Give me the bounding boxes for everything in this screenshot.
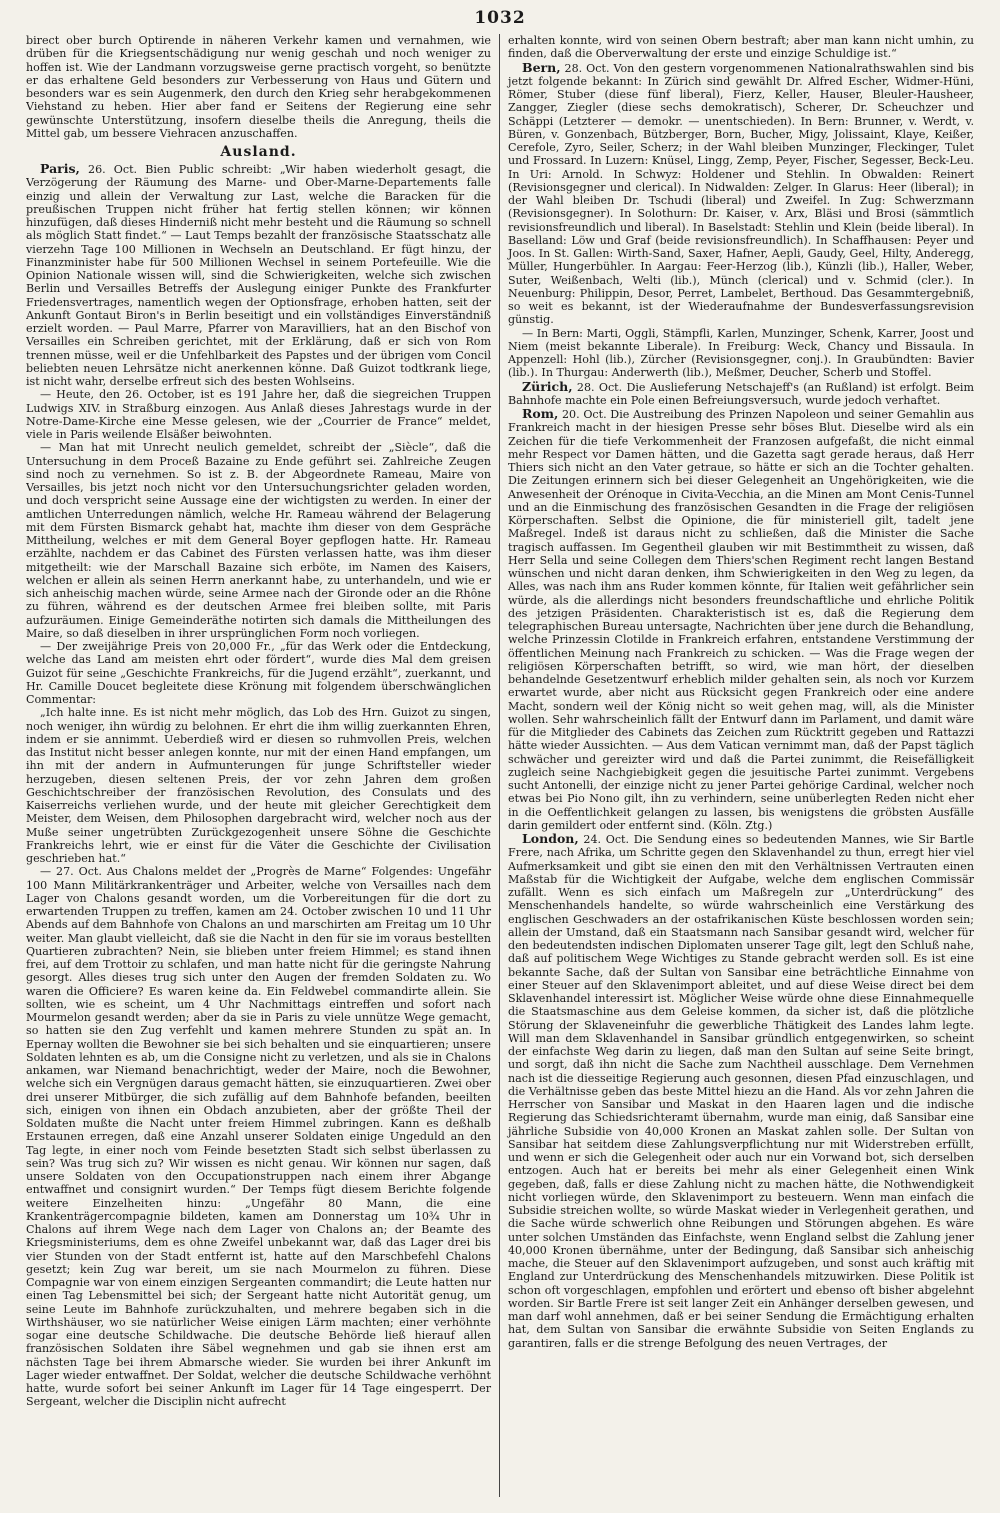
paragraph-doucet-quote: „Ich halte inne. Es ist nicht mehr möglich, das Lob des Hrn. Guizot zu singen, noch weniger, ihn würdig zu belohnen. Er ehrt die ihm willig zuerkannten Ehren, indem er sie annimmt. Ueberdieß wird er diesen so ruhmvollen Preis, welchen das Institut nicht besser anlegen konnte, nur mit der einen Hand empfangen, um ihn mit der andern in Aufmunterungen für junge Schriftsteller wieder herzugeben, diesen seltenen Preis, der vor zehn Jahren dem großen Geschichtschreiber der französischen Revolution, des Consulats und des Kaiserreichs verliehen wurde, und der heute mit gleicher Gerechtigkeit dem Meister, dem Weisen, dem Philosophen dargebracht wird, welcher noch aus der Muße seiner ungetrübten Zurückgezogenheit unsere Söhne die Geschichte Frankreichs lehrt, wie er einst für die Väter die Geschichte der Civilisation geschrieben hat.“ [26, 706, 491, 865]
paragraph-bazaine: — Man hat mit Unrecht neulich gemeldet, schreibt der „Siècle“, daß die Untersuchung in dem Proceß Bazaine zu Ende geführt sei. Zahlreiche Zeugen sind noch zu vernehmen. So ist z. B. der Abgeordnete Rameau, Maire von Versailles, bis jetzt noch nicht vor den Untersuchungsrichter geladen worden, und doch verspricht seine Aussage eine der wichtigsten zu werden. In einer der amtlichen Unterredungen nämlich, welche Hr. Rameau während der Belagerung mit dem Fürsten Bismarck gehabt hat, machte ihm dieser von dem Gespräche Mittheilung, welches er mit dem General Boyer gepflogen hatte. Hr. Rameau erzählte, nachdem er das Cabinet des Fürsten verlassen hatte, was ihm dieser mitgetheilt: wie der Marschall Bazaine sich erböte, im Namen des Kaisers, welchen er allein als seinen Herrn anerkannt habe, zu unterhandeln, und wie er sich anheischig machen würde, seine Armee nach der Gironde oder an die Rhône zu führen, während es der deutschen Armee frei bleiben sollte, mit Paris aufzuräumen. Einige Gemeinderäthe notirten sich damals die Mittheilungen des Maire, so daß dieselben in ihrer ursprünglichen Form noch vorliegen. [26, 441, 491, 640]
dateline-date: 28. Oct. [572, 380, 623, 394]
paragraph-continuation: erhalten konnte, wird von seinen Obern bestraft; aber man kann nicht umhin, zu finden, daß die Oberverwaltung der erste und einzige Schuldige ist.“ [508, 34, 974, 61]
paragraph-guizot-prize: — Der zweijährige Preis von 20,000 Fr., „für das Werk oder die Entdeckung, welche das Land am meisten ehrt oder fördert“, wurde dies Mal dem greisen Guizot für seine „Geschichte Frankreichs, für die Jugend erzählt“, zuerkannt, und Hr. Camille Doucet begleitete diese Krönung mit folgendem überschwänglichen Commentar: [26, 640, 491, 706]
dateline-date: 20. Oct. [558, 408, 607, 421]
article-london [508, 832, 974, 1350]
dateline-place: London, [522, 831, 579, 846]
dateline-place: Bern, [522, 59, 561, 75]
article-body: Die Austreibung des Prinzen Napoleon und seiner Gemahlin aus Frankreich macht in der hiesigen Presse sehr böses Blut. Dieselbe wird als ein Zeichen für die tiefe Verkommenheit der Franzosen aufgefaßt, die nicht einmal mehr Respect vor Damen hätten, und die Gazetta sagt gerade heraus, daß Herr Thiers sich nicht an den Vater getraue, so hätte er sich an die Tochter gehalten. Die Zeitungen erinnern sich bei dieser Gelegenheit an Ungehörigkeiten, wie die Anwesenheit der Orénoque in Civita-Vecchia, an die Minen am Mont Cenis-Tunnel und an die Einmischung des französischen Gesandten in die Frage der religiösen Körperschaften. Selbst die Opinione, die für ministeriell gilt, tadelt jene Maßregel. Indeß ist daraus nicht zu schließen, daß die Minister die Sache tragisch auffassen. Im Gegentheil glauben wir mit Bestimmtheit zu wissen, daß Herr Sella und seine Collegen dem Thiers'schen Regiment recht langen Bestand wünschen und nicht daran denken, ihm Schwierigkeiten in den Weg zu legen, da Alles, was nach ihm ans Ruder kommen könnte, für Italien weit gefährlicher sein würde, als die allerdings nicht besonders freundschaftliche und ehrliche Politik des jetzigen Präsidenten. Charakteristisch ist es, daß die Regierung dem telegraphischen Bureau untersagte, Nachrichten über jene durch die Behandlung, welche Prinzessin Clotilde in Frankreich erfahren, entstandene Verstimmung der öffentlichen Meinung nach Frankreich zu schicken. — Was die Frage wegen der religiösen Körperschaften betrifft, so wird, wie man hört, der dieselben behandelnde Gesetzentwurf erheblich milder gehalten sein, als noch vor Kurzem erwartet wurde, aber nicht aus Rücksicht gegen Frankreich oder eine andere Macht, sondern weil der König nicht so weit gehen mag, will, als die Minister wollen. Sehr wahrscheinlich fällt der Entwurf dann im Parlament, und damit wäre für die Mitglieder des Cabinets das Zeichen zum Rücktritt gegeben und Rattazzi hätte wieder Aussichten. — Aus dem Vatican vernimmt man, daß der Papst täglich schwächer und gereizter wird und daß die Partei zunimmt, die Reisefälligkeit zugleich seine Nachgiebigkeit gegen die jesuitische Partei zunimmt. Vergebens sucht Antonelli, der einzige nicht zu jener Partei gehörige Cardinal, welcher noch etwas bei Pio Nono gilt, ihn zu verhindern, seine unüberlegten Reden nicht eher in die Oeffentlichkeit gelangen zu lassen, bis wenigstens die gröbsten Ausfälle darin gemildert oder entfernt sind. (Köln. Ztg.) [508, 408, 974, 832]
paragraph-bern-elections: — In Bern: Marti, Oggli, Stämpfli, Karlen, Munzinger, Schenk, Karrer, Joost und Niem (meist bekannte Liberale). In Freiburg: Weck, Chancy und Bissaula. In Appenzell: Hohl (lib.), Zürcher (Revisionsgegner, conj.). In Graubündten: Bavier (lib.). In Thurgau: Anderwerth (lib.), Meßmer, Deucher, Scherb und Stoffel. [508, 326, 974, 380]
right-column [500, 34, 974, 1497]
article-body: Bien Public schreibt: „Wir haben wiederholt gesagt, die Verzögerung der Räumung des Marne- und Ober-Marne-Departements falle einzig und allein der Verwaltung zur Last, welche die Baracken für die preußischen Truppen nicht früher hat fertig stellen können; wir können hinzufügen, daß dieses Hinderniß nicht mehr besteht und die Räumung so schnell als möglich Statt findet.“ — Laut Temps bezahlt der französische Staatsschatz alle vierzehn Tage 100 Millionen in Wechseln an Deutschland. Er fügt hinzu, der Finanzminister habe für 500 Millionen Wechsel in seinem Portefeuille. Wie die Opinion Nationale wissen will, sind die Schwierigkeiten, welche sich zwischen Berlin und Versailles Betreffs der Auslegung einiger Punkte des Frankfurter Friedensvertrages, namentlich wegen der Optionsfrage, erhoben hatten, seit der Ankunft Gontaut Biron's in Berlin beseitigt und ein vollständiges Einverständniß erzielt worden. — Paul Marre, Pfarrer von Maravilliers, hat an den Bischof von Versailles ein Schreiben gerichtet, mit der Erklärung, daß er sich von Rom trennen müsse, weil er die Unfehlbarkeit des Papstes und der übrigen vom Concil beliebten neuen Lehrsätze nicht anerkennen könne. Daß Guizot todtkrank liege, ist nicht wahr, derselbe erfreut sich des besten Wohlseins. [26, 163, 492, 388]
dateline-place: Zürich, [522, 378, 573, 394]
dateline-date: 26. Oct. [79, 163, 138, 176]
page-number: 1032 [474, 8, 526, 28]
paragraph-chalons: — 27. Oct. Aus Chalons meldet der „Progrès de Marne“ Folgendes: Ungefähr 100 Mann Militärkrankenträger und Arbeiter, welche von Versailles nach dem Lager von Chalons gesandt worden, um die Vorbereitungen für die dort zu erwartenden Truppen zu treffen, kamen am 24. October zwischen 10 und 11 Uhr Abends auf dem Bahnhofe von Chalons an und marschirten am Freitag um 10 Uhr weiter. Man glaubt vielleicht, daß sie die Nacht in den für sie im voraus bestellten Quartieren zubrachten? Nein, sie blieben unter freiem Himmel; es stand ihnen frei, auf dem Trottoir zu schlafen, und man hatte nicht für die geringste Nahrung gesorgt. Alles dieses trug sich unter den Augen der fremden Soldaten zu. Wo waren die Officiere? Es waren keine da. Ein Feldwebel commandirte allein. Sie sollten, wie es scheint, um 4 Uhr Nachmittags eintreffen und sofort nach Mourmelon gesandt werden; aber da sie in Paris zu viele unnütze Wege gemacht, so hatten sie den Zug verfehlt und kamen mehrere Stunden zu spät an. In Epernay wollten die Bewohner sie bei sich behalten und sie einquartieren; unsere Soldaten lehnten es ab, um die Consigne nicht zu verletzen, und als sie in Chalons ankamen, war Niemand benachrichtigt, weder der Maire, noch die Bewohner, welche sich ein Vergnügen daraus gemacht hätten, sie einzuquartieren. Zwei ober drei unserer Mitbürger, die sich zufällig auf dem Bahnhofe befanden, beeilten sich, einigen von ihnen ein Obdach anzubieten, aber der größte Theil der Soldaten mußte die Nacht unter freiem Himmel zubringen. Kann es deßhalb Erstaunen erregen, daß eine Anzahl unserer Soldaten einige Ungeduld an den Tag legte, in einer noch vom Feinde besetzten Stadt sich selbst überlassen zu sein? Was trug sich zu? Wir wissen es nicht genau. Wir können nur sagen, daß unsere Soldaten von den Occupationstruppen nach einem ihrer Abgange entwaffnet und consignirt wurden.“ Der Temps fügt diesem Berichte folgende weitere Einzelheiten hinzu: „Ungefähr 80 Mann, die eine Krankenträgercompagnie bildeten, kamen am Donnerstag um 10¾ Uhr in Chalons auf ihrem Wege nach dem Lager von Chalons an; der Beamte des Kriegsministeriums, dem es ohne Zweifel unbekannt war, daß das Lager drei bis vier Stunden von der Stadt entfernt ist, hatte auf den Marschbefehl Chalons gesetzt; kein Zug war bereit, um sie nach Mourmelon zu führen. Diese Compagnie war von einem einzigen Sergeanten commandirt; die Leute hatten nur einen Tag Lebensmittel bei sich; der Sergeant hatte nicht Autorität genug, um seine Leute im Bahnhofe zurückzuhalten, und mehrere begaben sich in die Wirthshäuser, wo sie natürlicher Weise einigen Lärm machten; einer verhöhnte sogar eine deutsche Schildwache. Die deutsche Behörde ließ hierauf allen französischen Soldaten ihre Säbel wegnehmen und gab sie ihnen erst am nächsten Tage bei ihrem Abmarsche wieder. Sie wurden bei ihrer Ankunft im Lager wieder entwaffnet. Der Soldat, welcher die deutsche Schildwache verhöhnt hatte, wurde sofort bei seiner Ankunft im Lager für 14 Tage eingesperrt. Der Sergeant, welcher die Disciplin nicht aufrecht [26, 865, 492, 1409]
paragraph-strassburg: — Heute, den 26. October, ist es 191 Jahre her, daß die siegreichen Truppen Ludwigs XIV. in Straßburg einzogen. Aus Anlaß dieses Jahrestags wurde in der Notre-Dame-Kirche eine Messe gelesen, wie der „Courrier de France“ meldet, viele in Paris weilende Elsäßer beiwohnten. [26, 388, 491, 441]
article-paris [26, 162, 491, 388]
article-zuerich [508, 380, 974, 408]
article-rom [508, 407, 974, 832]
article-body: Von den gestern vorgenommenen Nationalrathswahlen sind bis jetzt folgende bekannt: In Zürich sind gewählt Dr. Alfred Escher, Widmer-Hüni, Römer, Stuber (diese fünf liberal), Fierz, Keller, Hauser, Bleuler-Hausheer, Zangger, Ziegler (diese sechs demokratisch), Scherer, Dr. Scheuchzer und Schäppi (Letzterer — demokr. — unentschieden). In Bern: Brunner, v. Werdt, v. Büren, v. Gonzenbach, Bützberger, Born, Bucher, Migy, Jolissaint, Klaye, Keißer, Cerefole, Zyro, Seiler, Scherz; in der Wahl bleiben Munzinger, Fleckinger, Tulet und Frossard. In Luzern: Knüsel, Lingg, Zemp, Peyer, Fischer, Segesser, Beck-Leu. In Uri: Arnold. In Schwyz: Holdener und Stehlin. In Obwalden: Reinert (Revisionsgegner und clerical). In Nidwalden: Zelger. In Glarus: Heer (liberal); in der Wahl bleiben Dr. Tschudi (liberal) und Zweifel. In Zug: Schwerzmann (Revisionsgegner). In Solothurn: Dr. Kaiser, v. Arx, Bläsi und Brosi (sämmtlich revisionsfreundlich und liberal). In Baselstadt: Stehlin und Klein (beide liberal). In Baselland: Löw und Graf (beide revisionsfreundlich). In Schaffhausen: Peyer und Joos. In St. Gallen: Wirth-Sand, Saxer, Hafner, Aepli, Gaudy, Geel, Hilty, Anderegg, Müller, Hungerbühler. In Aargau: Feer-Herzog (lib.), Künzli (lib.), Haller, Weber, Suter, Weißenbach, Welti (lib.), Münch (clerical) und v. Schmid (cler.). In Neuenburg: Philippin, Desor, Perret, Lambelet, Berthoud. Das Gesammtergebniß, so weit es bekannt, ist der Wiederaufnahme der Bundesverfassungsrevision günstig. [508, 61, 974, 327]
article-body: Die Auslieferung Netschajeff's (an Rußland) ist erfolgt. Beim Bahnhofe machte ein Pole einen Befreiungsversuch, wurde jedoch verhaftet. [508, 380, 974, 407]
dateline-place: Paris, [40, 161, 80, 176]
dateline-date: 24. Oct. [578, 833, 630, 846]
article-bern [508, 61, 974, 327]
left-column [26, 34, 500, 1497]
dateline-date: 28. Oct. [560, 61, 610, 75]
section-heading-ausland: Ausland. [220, 144, 297, 160]
dateline-place: Rom, [522, 406, 559, 421]
text-columns [26, 34, 974, 1497]
paragraph-livestock: birect ober burch Optirende in näheren Verkehr kamen und vernahmen, wie drüben für die Kriegsentschädigung nur wenig geschah und noch weniger zu hoffen ist. Wie der Landmann vorzugsweise gerne practisch vorgeht, so benützte er das erhaltene Geld besonders zur Verbesserung von Haus und Gütern und besonders war es sein Augenmerk, den durch den Krieg sehr herabgekommenen Viehstand zu heben. Hier aber fand er Seitens der Regierung eine sehr gewünschte Unterstützung, insofern dieselbe theils die Anregung, theils die Mittel gab, um bessere Viehracen anzuschaffen. [26, 34, 491, 140]
article-body: Die Sendung eines so bedeutenden Mannes, wie Sir Bartle Frere, nach Afrika, um Schritte gegen den Sklavenhandel zu thun, erregt hier viel Aufmerksamkeit und gibt sie einen den mit den Verhältnissen Vertrauten einen Maßstab für die Wichtigkeit der Aufgabe, welche dem englischen Commissär zufällt. Wenn es sich einfach um Maßregeln zur „Unterdrückung“ des Menschenhandels handelte, so würde wahrscheinlich eine Verstärkung des englischen Geschwaders an der ostafrikanischen Küste beschlossen worden sein; allein der Umstand, daß ein Staatsmann nach Sansibar gesandt wird, welcher für den bedeutendsten indischen Diplomaten unserer Tage gilt, legt den Schluß nahe, daß auf politischem Wege Wichtiges zu Stande gebracht werden soll. Es ist eine bekannte Sache, daß der Sultan von Sansibar eine beträchtliche Einnahme von einer Steuer auf den Sklavenimport ableitet, und auf diese Weise direct bei dem Sklavenhandel interessirt ist. Möglicher Weise würde ohne diese Einnahmequelle die Staatsmaschine aus dem Geleise kommen, da sicher ist, daß die plötzliche Störung der Sklaveneinfuhr die gewerbliche Thätigkeit des Landes lahm legte. Will man dem Sklavenhandel in Sansibar gründlich entgegenwirken, so scheint der einfachste Weg darin zu liegen, daß man den Sultan auf seine Seite bringt, und sorgt, daß ihn nicht die Sache zum Nachtheil ausschlage. Dem Vernehmen nach ist die diesseitige Regierung auch gesonnen, diesen Pfad einzuschlagen, und die Verhältnisse geben das beste Mittel hiezu an die Hand. Als vor zehn Jahren die Herrscher von Sansibar und Maskat in den Haaren lagen und die indische Regierung das Schiedsrichteramt übernahm, wurde man einig, daß Sansibar eine jährliche Subsidie von 40,000 Kronen an Maskat zahlen solle. Der Sultan von Sansibar hat seitdem diese Zahlungsverpflichtung nur mit Widerstreben erfüllt, und wenn er sich die Gelegenheit oder auch nur ein Vorwand bot, sich derselben entzogen. Auch hat er bereits bei mehr als einer Gelegenheit einen Wink gegeben, daß, falls er diese Zahlung nicht zu machen hätte, die Nothwendigkeit nicht vorliegen würde, den Sklavenimport zu besteuern. Wenn man einfach die Subsidie streichen wollte, so würde Maskat wieder in Verlegenheit gerathen, und die Sache würde schwerlich ohne Reibungen und Störungen abgehen. Es wäre unter solchen Umständen das Einfachste, wenn England selbst die Zahlung jener 40,000 Kronen übernähme, unter der Bedingung, daß Sansibar sich anheischig mache, die Steuer auf den Sklavenimport aufzugeben, und sonst auch kräftig mit England zur Unterdrückung des Menschenhandels mitzuwirken. Diese Politik ist schon oft vorgeschlagen, empfohlen und erörtert und ebenso oft bisher abgelehnt worden. Sir Bartle Frere ist seit langer Zeit ein Anhänger derselben gewesen, und man darf wohl annehmen, daß er bei seiner Sendung die Ermächtigung erhalten hat, dem Sultan von Sansibar die erwähnte Subsidie von Seiten Englands zu garantiren, falls er die strenge Befolgung des neuen Vertrages, der [508, 833, 974, 1350]
